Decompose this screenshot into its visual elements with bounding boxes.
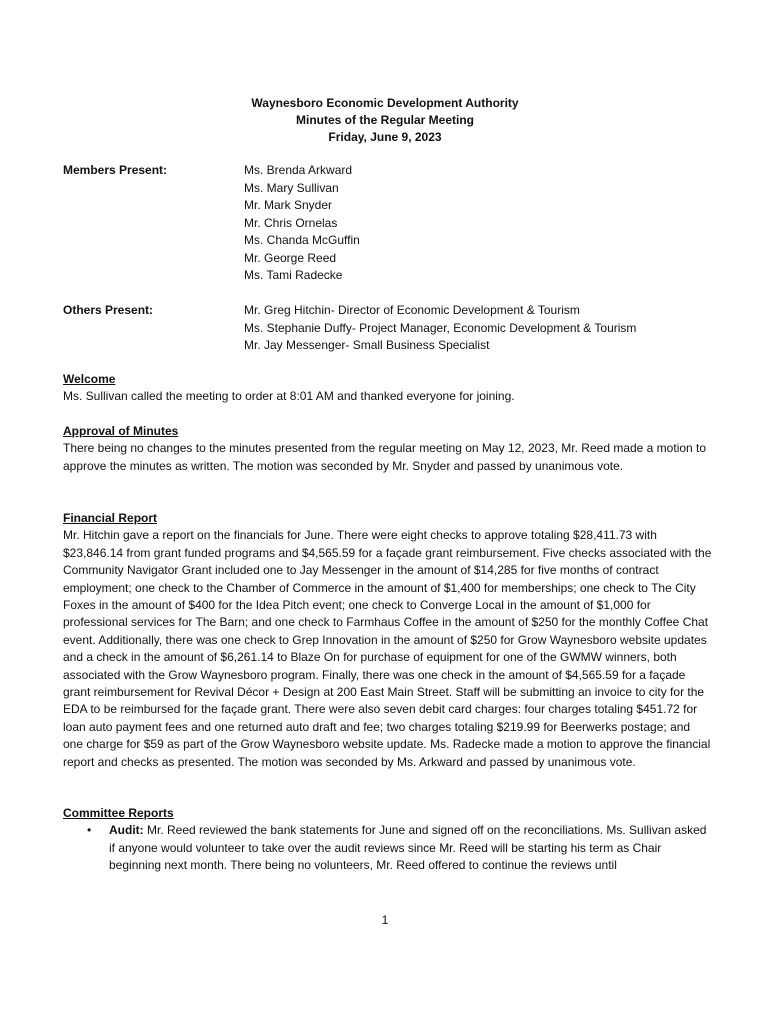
meeting-date: Friday, June 9, 2023: [328, 130, 442, 144]
member-name: Mr. Chris Ornelas: [244, 215, 338, 230]
document-header: [0, 95, 770, 146]
section-body: Ms. Sullivan called the meeting to order at 8:01 AM and thanked everyone for joining.: [63, 389, 515, 404]
others-present-label: Others Present:: [63, 303, 154, 317]
list-item: [63, 822, 713, 874]
members-list: [244, 162, 360, 285]
other-attendee: Mr. Greg Hitchin- Director of Economic Development & Tourism: [244, 303, 580, 317]
committee-name: Audit:: [109, 823, 144, 838]
committee-reports-section: [63, 805, 713, 875]
member-name: Ms. Mary Sullivan: [244, 180, 339, 195]
section-body: Mr. Hitchin gave a report on the financials for June. There were eight checks to approve totaling $28,411.73 with $23,846.14 from grant funded programs and $4,565.59 for a façade grant reimbursement. Five checks associated with the Community Navigator Grant included one to Jay Messenger in the amount of $14,285 for five months of contract employment; one check to the Chamber of Commerce in the amount of $1,400 for memberships; one check to The City Foxes in the amount of $400 for the Idea Pitch event; one check to Converge Local in the amount of $1,000 for professional services for The Barn; and one check to Farmhaus Coffee in the amount of $250 for the monthly Coffee Chat event. Additionally, there was one check to Grep Innovation in the amount of $250 for Grow Waynesboro website updates and a check in the amount of $6,261.14 to Blaze On for purchase of equipment for one of the GWMW winners, both associated with the Grow Waynesboro program. Finally, there was one check in the amount of $4,565.59 for a façade grant reimbursement for Revival Décor + Design at 200 East Main Street. Staff will be submitting an invoice to city for the EDA to be reimbursed for the façade grant. There were also seven debit card charges: four charges totaling $451.72 for loan auto payment fees and one returned auto draft and fee; two charges totaling $219.99 for Beerwerks postage; and one charge for $59 as part of the Grow Waynesboro website update. Ms. Radecke made a motion to approve the financial report and checks as presented. The motion was seconded by Ms. Arkward and passed by unanimous vote.: [63, 528, 712, 769]
member-name: Mr. George Reed: [244, 250, 337, 265]
section-heading: Approval of Minutes: [63, 424, 179, 438]
bullet-icon: •: [87, 823, 92, 838]
page-number: 1: [381, 913, 389, 927]
committee-text: Mr. Reed reviewed the bank statements for June and signed off on the reconciliations. Ms. Sullivan asked if anyone would volunteer to take over the audit reviews since Mr. Reed will be starting his term as Chair beginning next month. There being no volunteers, Mr. Reed offered to continue the reviews until: [109, 823, 707, 873]
member-name: Ms. Tami Radecke: [244, 268, 343, 282]
organization-title: Waynesboro Economic Development Authority: [251, 96, 519, 110]
member-name: Ms. Chanda McGuffin: [244, 233, 360, 247]
committee-list: [63, 822, 713, 874]
financial-report-section: [63, 510, 713, 771]
welcome-section: [63, 371, 713, 406]
section-heading: Committee Reports: [63, 806, 174, 820]
other-attendee: Ms. Stephanie Duffy- Project Manager, Economic Development & Tourism: [244, 320, 637, 335]
member-name: Ms. Brenda Arkward: [244, 163, 353, 177]
section-heading: Welcome: [63, 372, 116, 386]
section-heading: Financial Report: [63, 511, 158, 525]
approval-section: [63, 423, 713, 475]
member-name: Mr. Mark Snyder: [244, 198, 333, 212]
members-present-label: Members Present:: [63, 163, 168, 177]
meeting-title: Minutes of the Regular Meeting: [295, 113, 474, 127]
section-body: There being no changes to the minutes presented from the regular meeting on May 12, 2023, Mr. Reed made a motion to approve the minutes as written. The motion was seconded by Mr. Snyder and passed by unanimous vote.: [63, 441, 707, 473]
others-list: [244, 302, 636, 355]
other-attendee: Mr. Jay Messenger- Small Business Specialist: [244, 338, 490, 352]
